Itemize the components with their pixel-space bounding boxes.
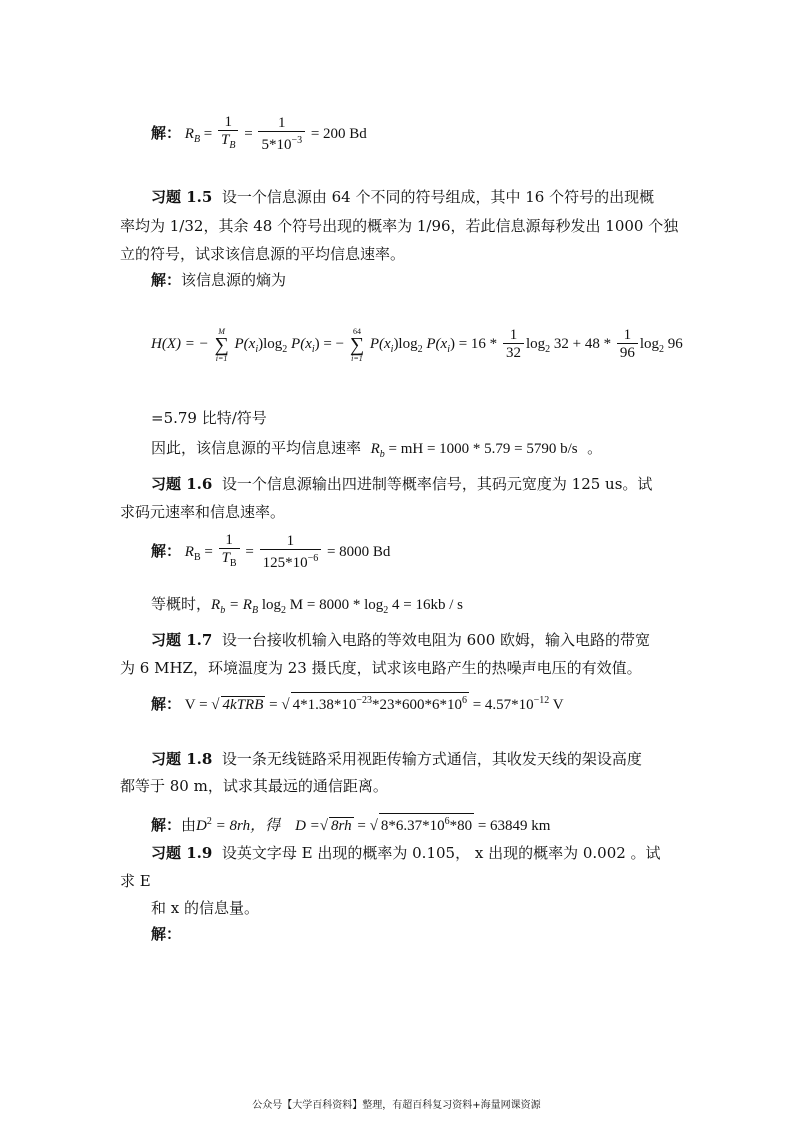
formula: 4 = 16kb / s	[388, 597, 463, 613]
exercise-1-9-line3: 和 x 的信息量。	[151, 899, 259, 917]
solve-label: 解：	[151, 818, 182, 834]
exercise-1-5-line2: 率均为 1/32，其余 48 个符号出现的概率为 1/96，若此信息源每秒发出 1000 个独	[120, 217, 679, 235]
sub: b	[220, 605, 226, 616]
sqrt: 4kTRB	[222, 697, 264, 713]
formula-part: log	[639, 336, 659, 352]
exercise-text: 设一个信息源由 64 个不同的符号组成，其中 16 个符号的出现概	[221, 188, 655, 206]
exercise-1-7-line1	[151, 630, 650, 650]
sub: b	[379, 449, 385, 460]
sum-1: M ∑ i=1	[214, 326, 229, 363]
exercise-1-5-line1	[151, 187, 654, 207]
equals: =	[265, 697, 282, 713]
formula: = R	[225, 597, 252, 613]
result: = 8000 Bd	[326, 544, 391, 560]
sqrt-part: 8*6.37*10	[380, 818, 445, 834]
sub: B	[251, 605, 259, 616]
rate-text: 因此，该信息源的平均信息速率	[151, 439, 362, 457]
entropy-value: =5.79 比特/符号	[151, 409, 267, 427]
sqrt: 8rh	[331, 818, 352, 834]
rate-formula-rest: = mH = 1000 * 5.79 = 5790 b/s	[384, 441, 578, 457]
fraction	[219, 532, 240, 573]
exercise-1-7-line2: 为 6 MHZ，环境温度为 23 摄氏度，试求该电路产生的热噪声电压的有效值。	[120, 659, 642, 677]
exercise-label: 习题 1.9	[151, 844, 213, 862]
solve-label: 解：	[151, 271, 182, 289]
exercise-label: 习题 1.6	[151, 475, 213, 493]
sub: i	[447, 344, 450, 355]
sub: 2	[659, 344, 664, 355]
exercise-1-6-line2: 求码元速率和信息速率。	[120, 503, 286, 521]
solution-1-5-intro	[151, 270, 286, 290]
formula: R	[211, 597, 221, 613]
fraction-2	[258, 115, 305, 154]
sub: 2	[282, 344, 288, 355]
formula-part: P(x	[287, 336, 312, 352]
result: = 4.57*10	[468, 697, 534, 713]
formula-part: log	[525, 336, 546, 352]
unit: V	[549, 697, 564, 713]
solution-1-8: 解：由$D^2 = 8rh$，得 D =√ 8rh = √ $8*6.37*10^6*80 = 63849$ km	[151, 812, 550, 836]
fraction-den: 5*10	[261, 137, 292, 154]
fraction-den: 96	[619, 345, 635, 362]
fraction-den-exp: −3	[291, 135, 303, 147]
formula: D	[196, 818, 207, 834]
rate-line	[151, 438, 602, 465]
fraction-num: 1	[503, 327, 524, 344]
solve-label-1-9: 解：	[151, 925, 182, 943]
exercise-1-5-line3: 立的符号，试求该信息源的平均信息速率。	[120, 245, 406, 263]
footer: 公众号【大学百科资料】整理，有超百科复习资料+海量网课资源	[252, 1100, 541, 1111]
solve-label: 解：	[151, 544, 182, 560]
fraction	[503, 327, 524, 362]
formula-lhs: R	[184, 126, 194, 142]
fraction-num: 1	[260, 533, 322, 550]
fraction-num: 1	[258, 115, 305, 132]
sup: −23	[356, 695, 372, 706]
formula: M = 8000 * log	[286, 597, 384, 613]
sum-2: 64 ∑ i=1	[349, 326, 365, 363]
solution-text: 该信息源的熵为	[181, 271, 287, 289]
sub: i	[390, 344, 394, 355]
sub: B	[193, 552, 201, 563]
exercise-label: 习题 1.5	[151, 188, 213, 206]
fraction	[617, 327, 638, 362]
exercise-text: 设一条无线链路采用视距传输方式通信，其收发天线的架设高度	[221, 750, 642, 768]
equals: =	[244, 126, 253, 142]
result: = 200 Bd	[310, 126, 367, 142]
formula: = 8rh，得	[211, 818, 281, 834]
fraction-num: 1	[617, 327, 638, 344]
formula-part: 32 + 48 *	[550, 336, 612, 352]
sub: i	[255, 344, 259, 355]
exercise-1-9-line1	[151, 843, 661, 863]
exercise-text: 设英文字母 E 出现的概率为 0.105， x 出现的概率为 0.002 。试	[221, 844, 661, 862]
sum-bottom: i=1	[351, 353, 363, 363]
formula-part: )log	[393, 336, 418, 352]
solution-1-4	[151, 112, 367, 162]
sup: 6	[461, 695, 467, 706]
sup: 2	[206, 816, 212, 827]
fraction-den: 125*10	[262, 555, 308, 572]
solve-label: 解：	[151, 697, 182, 713]
equal-prob-line	[151, 594, 463, 621]
sup: −12	[533, 695, 550, 706]
fraction-den-sub: B	[229, 140, 236, 152]
fraction-den: T	[221, 132, 230, 149]
sup: −6	[307, 553, 319, 565]
exercise-label: 习题 1.7	[151, 631, 213, 649]
sqrt-part: *23*600*6*10	[371, 697, 462, 713]
sub: i	[311, 344, 315, 355]
exercise-text: 设一台接收机输入电路的等效电阻为 600 欧姆，输入电路的带宽	[221, 631, 651, 649]
formula: D =	[295, 818, 320, 834]
exercise-text: 设一个信息源输出四进制等概率信号，其码元宽度为 125 us。试	[221, 475, 653, 493]
exercise-1-8-line1	[151, 749, 642, 769]
sub: 2	[383, 605, 389, 616]
fraction-den: 32	[505, 345, 521, 362]
entropy-formula: H(X) = − M ∑ i=1 $P(x_i)\log_2$ $P(x_i)$ = − 64 ∑ i=1 $P(x_i)\log_2$ $P(x_i) = 16$ * $\frac{1}{32}$ $\log_2 32 + 48$ * $\frac{1}{96}$ $\log_2 96$	[151, 326, 683, 363]
sqrt-part: *80	[449, 818, 473, 834]
solution-1-6: 解： $R_B$ = $\frac{1}{T_B}$ = $\frac{1}{125*10^{-6}}$ = 8000 Bd	[151, 532, 391, 572]
exercise-1-6-line1	[151, 474, 652, 494]
sum-top: M	[218, 326, 225, 336]
text: 由	[181, 816, 197, 834]
formula-h: H(X) = −	[151, 336, 209, 352]
fraction-num: 1	[219, 532, 240, 549]
rate-formula: R	[370, 441, 380, 457]
formula-part: ) = −	[314, 336, 345, 352]
sub: 2	[545, 344, 551, 355]
exercise-label: 习题 1.8	[151, 750, 213, 768]
formula-part: P(x	[422, 336, 448, 352]
sub: 2	[281, 605, 287, 616]
formula-part: P(x	[234, 336, 256, 352]
fraction-den: T	[221, 550, 230, 567]
exercise-1-8-line2: 都等于 80 m，试求其最远的通信距离。	[120, 777, 388, 795]
exercise-1-9-line2: 求 E	[120, 872, 151, 890]
sum-bottom: i=1	[215, 353, 228, 363]
sum-top: 64	[352, 326, 361, 336]
formula-v: V =	[184, 697, 208, 713]
formula: log	[258, 597, 282, 613]
sqrt-part: 4*1.38*10	[292, 697, 357, 713]
formula-part: P(x	[369, 336, 391, 352]
equals: =	[203, 126, 213, 142]
equals: =	[353, 818, 370, 834]
fraction-num: 1	[218, 114, 238, 131]
sub: B	[229, 558, 237, 570]
formula-part: )log	[258, 336, 283, 352]
sup: 6	[444, 816, 450, 827]
result: = 63849 km	[474, 818, 551, 834]
solution-1-7: 解： V = √ 4kTRB = √ $4*1.38*10^{-23}*23*600*6*10^6 = 4.57*10^{-12}$ V	[151, 691, 564, 715]
sub: 2	[417, 344, 423, 355]
text: 等概时，	[151, 595, 212, 613]
formula-lhs: R	[184, 544, 194, 560]
fraction-1	[218, 114, 238, 155]
formula-lhs-sub: B	[193, 134, 201, 145]
solve-label: 解：	[151, 126, 182, 142]
rate-end: 。	[587, 439, 603, 457]
formula-part: 96	[664, 336, 683, 352]
formula-part: = 16 *	[458, 336, 498, 352]
fraction	[260, 533, 322, 572]
